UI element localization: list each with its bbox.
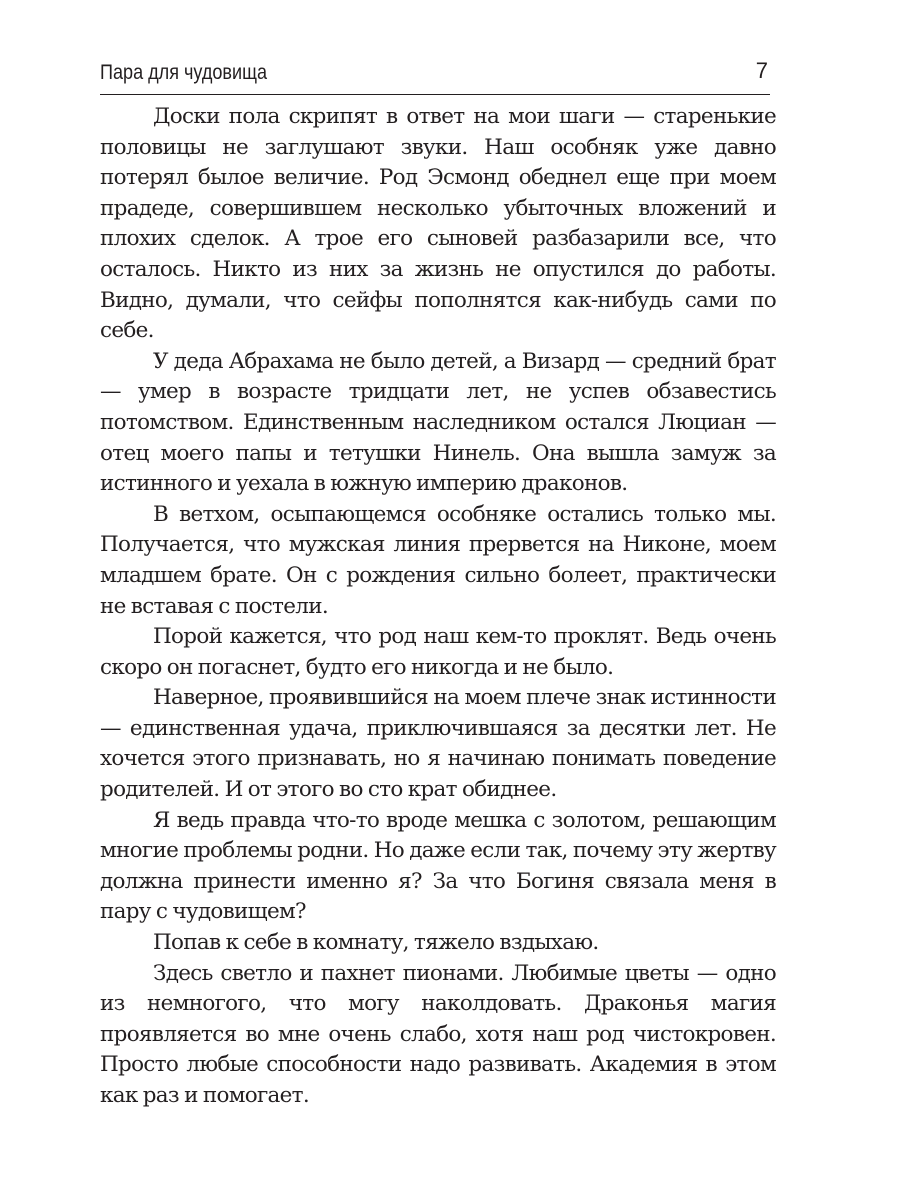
paragraph: Порой кажется, что род наш кем-то проклят. Ведь очень скоро он погаснет, будто его никогда и не было. [100,624,776,680]
text-body [100,102,776,1112]
paragraph: Здесь светло и пахнет пионами. Любимые цветы — одно из немногого, что могу наколдовать. Драконья магия проявляется во мне очень слабо, хотя наш род чистокровен. Просто любые способности надо развивать. Академия в этом как раз и помогает. [100,960,776,1108]
paragraph: В ветхом, осыпающемся особняке остались только мы. Получается, что мужская линия прервется на Никоне, моем младшем брате. Он с рождения сильно болеет, практически не вставая с постели. [100,501,776,619]
paragraph: Наверное, проявившийся на моем плече знак истинности — единственная удача, приключившаяся за десятки лет. Не хочется этого признавать, но я начинаю понимать поведение родителей. И от этого во сто крат обиднее. [100,685,776,803]
page-number: 7 [755,58,768,83]
book-title: Пара для чудовища [100,61,268,84]
running-header [100,58,770,95]
paragraph: У деда Абрахама не было детей, а Визард — средний брат — умер в возрасте тридцати лет, не успев обзавестись потомством. Единственным наследником остался Люциан — отец моего папы и тетушки Нинель. Она вышла замуж за истинного и уехала в южную империю драконов. [100,348,776,497]
paragraph: Попав к себе в комнату, тяжело вздыхаю. [153,930,599,956]
paragraph: Доски пола скрипят в ответ на мои шаги — старенькие половицы не заглушают звуки. Наш особняк уже давно потерял былое величие. Род Эсмонд обеднел еще при моем прадеде, совершившем несколько убыточных вложений и плохих сделок. А трое его сыновей разбазарили все, что осталось. Никто из них за жизнь не опустился до работы. Видно, думали, что сейфы пополнятся как-нибудь сами по себе. [100,104,776,344]
paragraph: Я ведь правда что-то вроде мешка с золотом, решающим многие проблемы родни. Но даже если так, почему эту жертву должна принести именно я? За что Богиня связала меня в пару с чудовищем? [100,807,776,925]
